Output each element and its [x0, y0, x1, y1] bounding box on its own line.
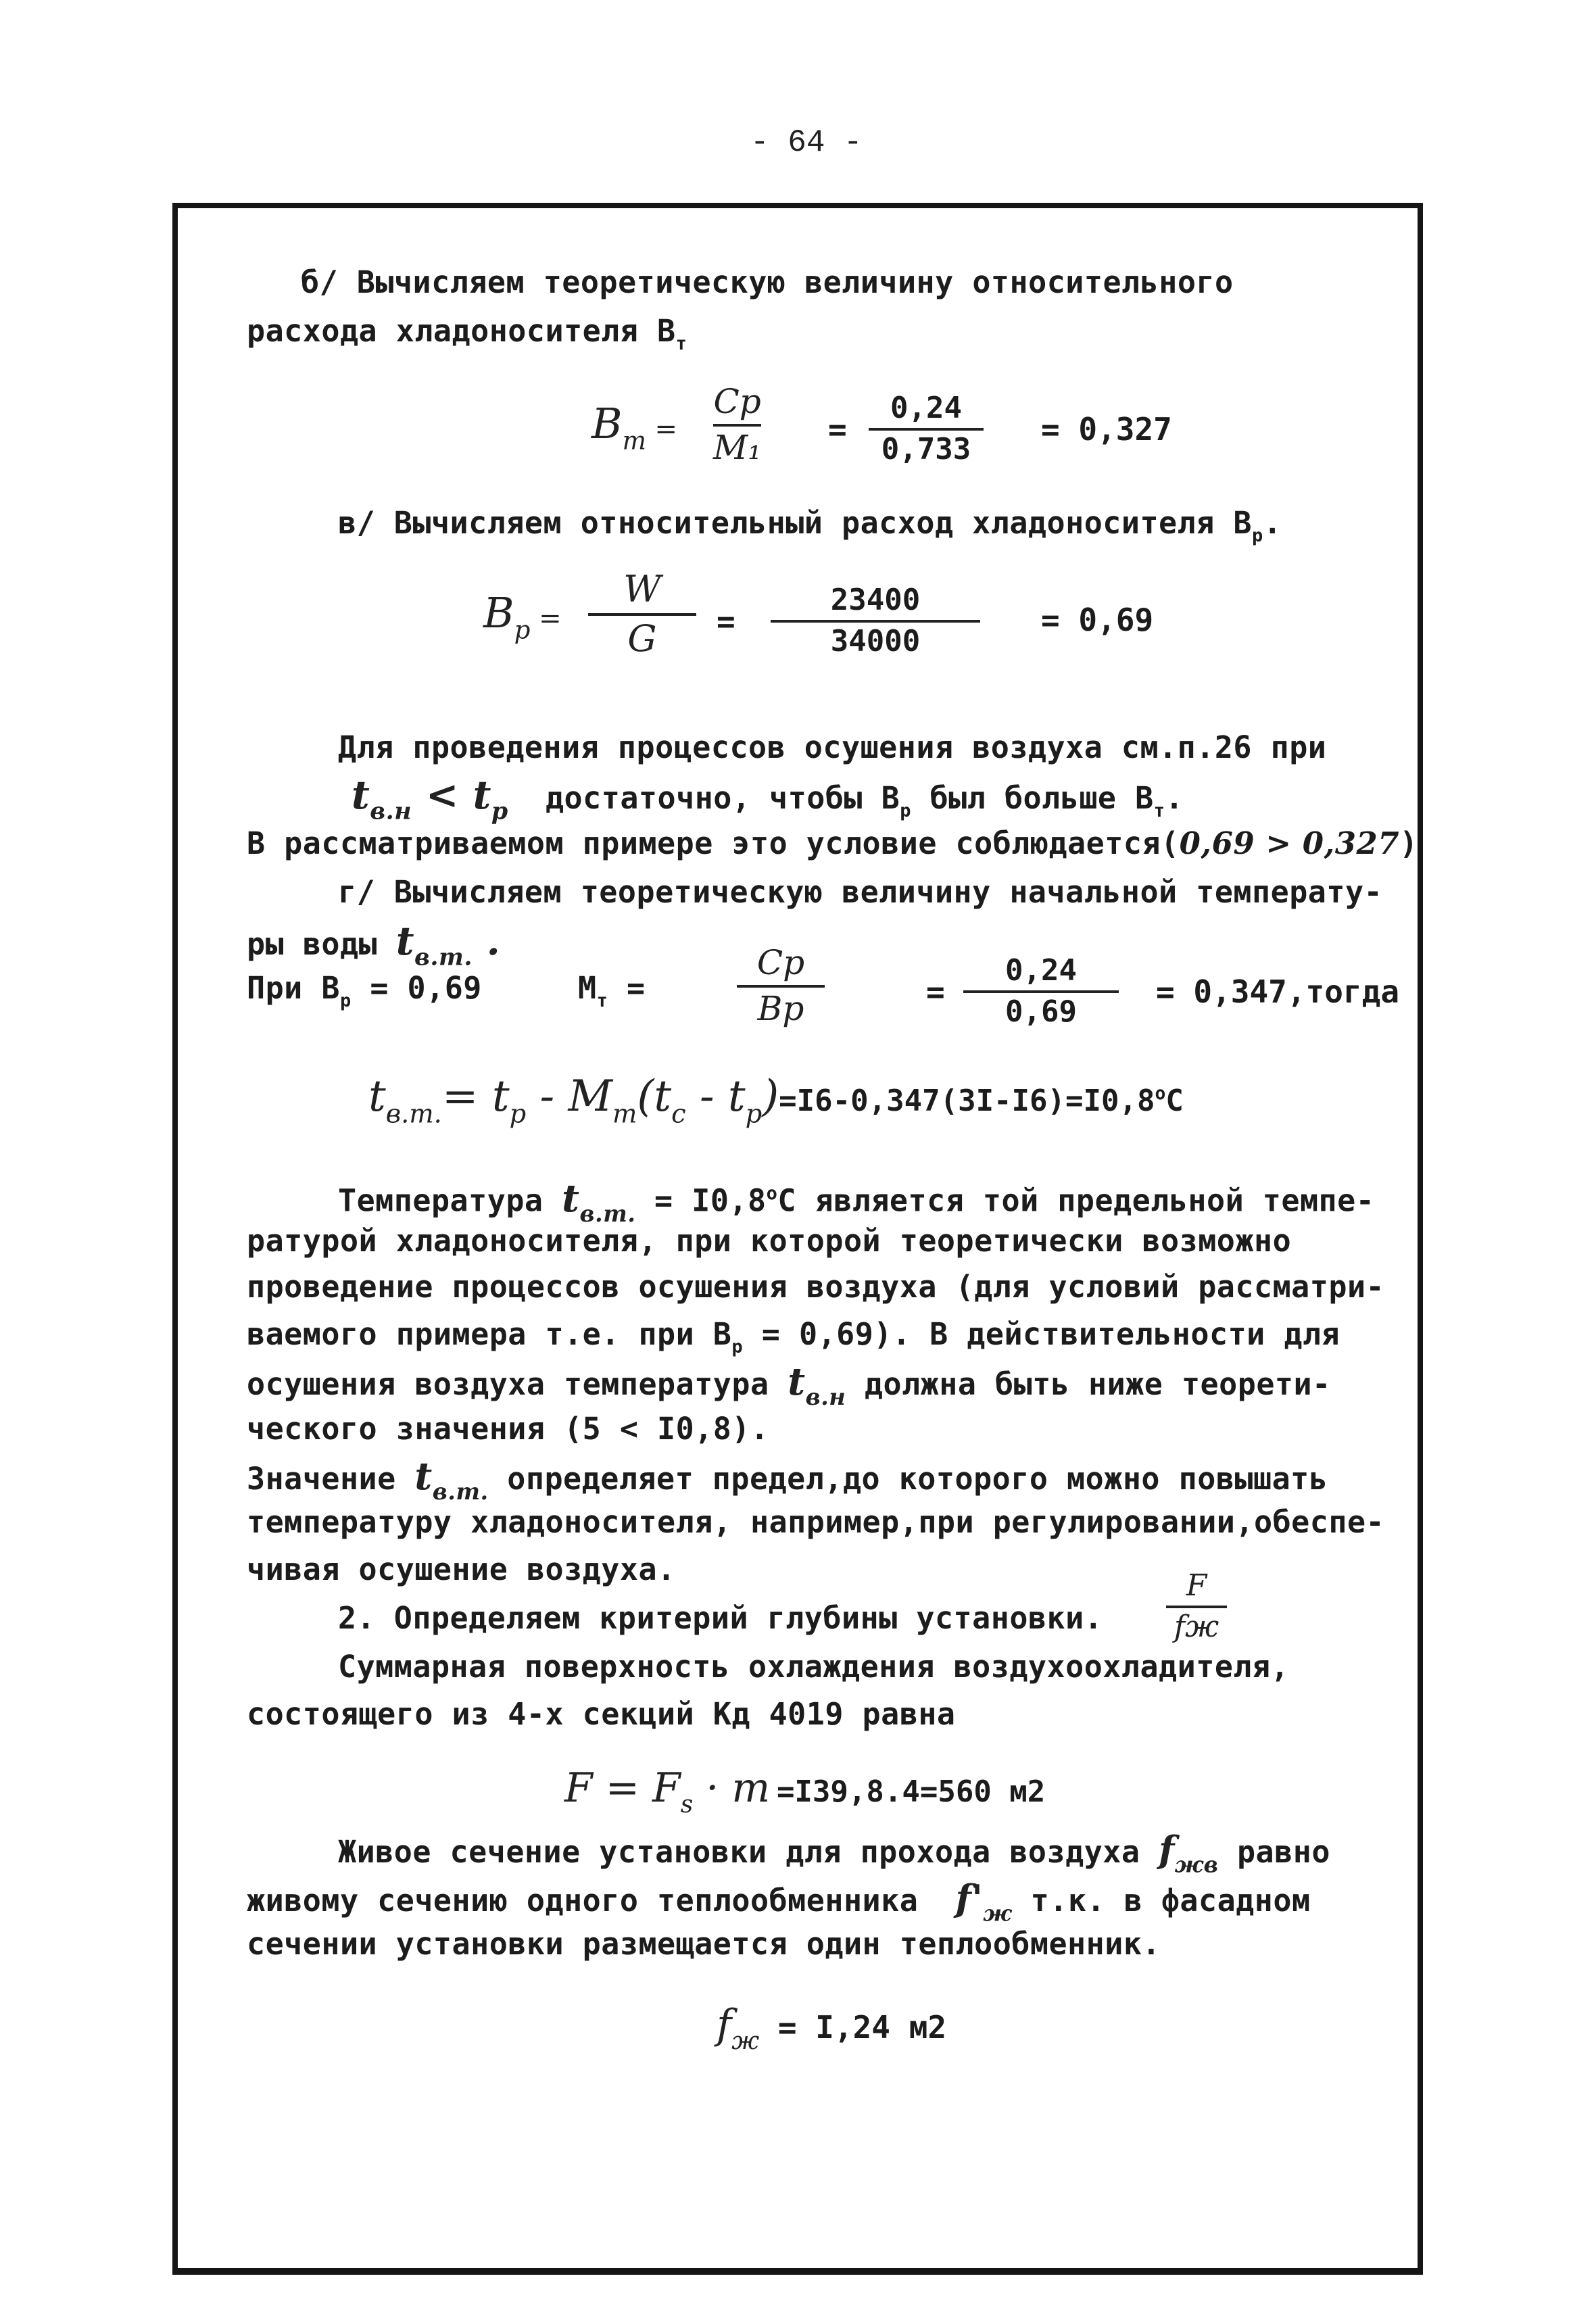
condition-line3: [247, 826, 1418, 861]
section-g-frac1-den: Bp: [757, 989, 804, 1028]
section-2-line5-b: т.к. в фасадном: [1012, 1883, 1311, 1919]
formula-tvt-hand: [368, 1071, 779, 1130]
condition-line3-end: ): [1399, 825, 1418, 861]
formula-bt-frac1-den: M₁: [713, 428, 762, 467]
formula-fzh-hand-f: f: [717, 2001, 732, 2048]
section-v-line1-end: .: [1263, 505, 1282, 541]
section-g-eq: =: [926, 973, 945, 1010]
temp-line8: температуру хладоносителя, например,при регулировании,обеспе-: [247, 1504, 1385, 1540]
temp-line4: [247, 1317, 1340, 1365]
section-2-line2: Суммарная поверхность охлаждения воздухоохладителя,: [338, 1649, 1290, 1685]
temp-line3: проведение процессов осушения воздуха (для условий рассматри-: [247, 1269, 1385, 1305]
section-g-frac1: [737, 943, 825, 1028]
section-2-line4-b: равно: [1218, 1834, 1330, 1870]
formula-tvt-hand-sub4: c: [671, 1099, 686, 1130]
temp-line5-b: должна быть ниже теорети-: [846, 1366, 1331, 1402]
section-2-line4-hand-f: f: [1159, 1828, 1175, 1871]
condition-line2-hand-t: t: [352, 772, 370, 818]
section-g-m: [578, 971, 646, 1019]
formula-bt-frac2: [869, 391, 984, 466]
formula-bt-eq: =: [828, 411, 847, 448]
formula-tvt-hand-sub5: p: [745, 1099, 763, 1130]
section-2-line6: сечении установки размещается один теплообменник.: [247, 1926, 1161, 1962]
temp-line1-hand-t: t: [562, 1176, 580, 1221]
section-g-pri: [247, 971, 482, 1019]
condition-line3-hand: 0,69 > 0,327: [1179, 825, 1400, 861]
condition-line2-sub2: т: [1153, 800, 1165, 822]
section-g-line2-hand-sub: в.т.: [414, 943, 473, 971]
formula-bp-frac1: [588, 568, 696, 660]
section-g-pri-text: При В: [247, 970, 340, 1006]
condition-line2-hand-sub2: p: [491, 797, 508, 825]
temp-line9: чивая осушение воздуха.: [247, 1551, 676, 1587]
formula-bp-sub: p: [514, 614, 531, 645]
temp-line5-hand-t: t: [788, 1359, 806, 1404]
temp-line1-c: С является той предельной темпе-: [777, 1182, 1375, 1219]
temp-line1-b: = I0,8: [635, 1182, 767, 1219]
formula-tvt-hand-t: t: [368, 1071, 386, 1121]
formula-bt-frac1-num: Cp: [713, 382, 761, 421]
section-2-line3: состоящего из 4-х секций Кд 4019 равна: [247, 1696, 956, 1732]
formula-tvt-unit: С: [1165, 1084, 1184, 1118]
section-2-line1: 2. Определяем критерий глубины установки.: [338, 1600, 1103, 1636]
formula-tvt-hand-rest: = t: [441, 1071, 510, 1121]
condition-line2-end: .: [1165, 780, 1184, 816]
section-2-line4: [338, 1828, 1330, 1883]
condition-line1: Для проведения процессов осушения воздуха см.п.26 при: [338, 729, 1327, 765]
section-g-frac1-num: Cp: [756, 943, 805, 982]
condition-line2: [352, 772, 1184, 829]
formula-bp-frac2: [771, 583, 980, 658]
temp-line1-hand: [562, 1176, 636, 1227]
section-g-line2-text: ры воды: [247, 926, 378, 962]
section-b-line2-text: расхода хладоносителя В: [247, 313, 676, 349]
temp-line5-hand: [788, 1359, 846, 1411]
formula-bt-result: = 0,327: [1041, 411, 1172, 448]
section-g-line2-hand-t: t: [395, 918, 415, 964]
condition-line2-text2: был больше В: [911, 780, 1154, 816]
formula-tvt-hand-sub3: т: [612, 1099, 637, 1130]
formula-fzh-hand-sub: ж: [731, 2027, 760, 2056]
formula-bt-frac2-num: 0,24: [890, 391, 962, 425]
section-g-frac2: [963, 953, 1119, 1029]
formula-bp-frac1-den: G: [627, 617, 657, 660]
formula-fzh-hand: [717, 2001, 760, 2056]
formula-tvt-deg: о: [1155, 1082, 1166, 1104]
section-g-line2: [247, 918, 501, 975]
section-2-line4-hand-sub: жв: [1174, 1852, 1219, 1878]
condition-line2-hand-sub: в.н: [370, 797, 412, 825]
formula-bp-result: = 0,69: [1041, 602, 1154, 638]
temp-line5: [247, 1359, 1331, 1414]
formula-tvt: [368, 1071, 1184, 1129]
section-g-pri-val: = 0,69: [351, 970, 482, 1006]
section-v-line1-text: в/ Вычисляем относительный расход хладоносителя В: [338, 505, 1253, 541]
section-2-frac: [1166, 1568, 1227, 1644]
temp-line4-b: = 0,69). В действительности для: [743, 1316, 1340, 1352]
section-g-line2-end: .: [472, 918, 501, 964]
section-g-line2-hand: [395, 918, 501, 971]
temp-line2: ратурой хладоносителя, при которой теоретически возможно: [247, 1223, 1292, 1259]
condition-line2-sub: р: [900, 800, 911, 822]
formula-bp-lhs: $B_p$ =: [483, 588, 562, 645]
formula-fzh-val: = I,24 м2: [759, 2009, 947, 2046]
temp-line7: [247, 1454, 1328, 1509]
section-2-line5-hand: [955, 1877, 1013, 1927]
temp-line1-hand-sub: в.т.: [579, 1199, 636, 1227]
formula-tvt-hand-rest5: ): [762, 1071, 779, 1121]
temp-line5-a: осушения воздуха температура: [247, 1366, 769, 1402]
formula-tvt-hand-sub: в.т.: [385, 1099, 442, 1130]
section-g-result: = 0,347,тогда: [1156, 973, 1400, 1010]
formula-bt-lhs: $B_т$ =: [591, 399, 678, 456]
formula-bp-symbol: B: [483, 588, 514, 637]
formula-f-calc: =I39,8.4=560 м2: [776, 1775, 1046, 1809]
condition-line3-text: В рассматриваемом примере это условие соблюдается(: [247, 825, 1180, 861]
page-number: - 64 -: [750, 125, 863, 160]
formula-bt-symbol: B: [591, 399, 623, 448]
section-2-line5-hand-sub: ж: [983, 1900, 1013, 1927]
condition-line2-text: достаточно, чтобы В: [545, 780, 900, 816]
formula-f-hand-f: F = F: [564, 1764, 681, 1812]
formula-tvt-hand-rest2: - M: [526, 1071, 612, 1121]
section-g-m-label: М: [578, 970, 597, 1006]
section-g-frac2-num: 0,24: [1005, 953, 1077, 988]
formula-bp-frac2-den: 34000: [830, 624, 921, 658]
section-2-frac-num: F: [1186, 1568, 1207, 1603]
temp-line7-hand: [414, 1454, 489, 1505]
section-b-line2-sub: т: [675, 333, 687, 355]
temp-line4-sub: р: [731, 1336, 744, 1358]
temp-line7-hand-t: t: [414, 1454, 433, 1499]
temp-line7-b: определяет предел,до которого можно повышать: [488, 1461, 1328, 1497]
formula-fzh: [717, 2001, 946, 2055]
temp-line4-a: ваемого примера т.е. при В: [247, 1316, 732, 1352]
formula-bt-frac1: [713, 382, 761, 467]
formula-f-hand-sub: s: [680, 1791, 694, 1819]
section-v-line1: [338, 506, 1282, 554]
formula-f-hand: [564, 1764, 771, 1819]
temp-line7-hand-sub: в.т.: [432, 1478, 489, 1505]
formula-f: [564, 1764, 1045, 1818]
section-2-frac-den: fж: [1174, 1610, 1219, 1644]
section-2-line5-hand-f: f': [955, 1877, 984, 1920]
temp-line7-a: Значение: [247, 1461, 396, 1497]
section-g-frac2-den: 0,69: [1005, 994, 1077, 1029]
section-g-pri-sub: р: [339, 990, 352, 1012]
formula-bt-frac2-den: 0,733: [881, 432, 971, 466]
formula-bt-sub: т: [622, 425, 646, 456]
section-g-line1: г/ Вычисляем теоретическую величину начальной температу-: [338, 874, 1383, 910]
section-2-line4-hand: [1159, 1828, 1219, 1878]
formula-tvt-hand-rest4: - t: [685, 1071, 746, 1121]
section-b-line1: б/ Вычисляем теоретическую величину относительного: [301, 264, 1234, 300]
temp-line5-hand-sub: в.н: [805, 1383, 846, 1411]
section-g-m-sub: т: [596, 990, 608, 1012]
formula-tvt-hand-rest3: (t: [637, 1071, 672, 1121]
formula-bp-frac2-num: 23400: [830, 583, 921, 617]
temp-line6: ческого значения (5 < I0,8).: [247, 1411, 769, 1447]
section-2-line5: [247, 1877, 1311, 1931]
temp-line1-deg: о: [766, 1183, 778, 1204]
condition-line2-hand: [352, 772, 508, 825]
formula-tvt-calc-text: =I6-0,347(3I-I6)=I0,8: [779, 1084, 1155, 1118]
section-g-m-eq: =: [608, 970, 646, 1006]
condition-line2-hand-rel: < t: [412, 772, 491, 818]
formula-bp-frac1-num: W: [623, 568, 661, 610]
section-b-line2: [247, 314, 687, 362]
temp-line1-a: Температура: [338, 1182, 543, 1219]
section-v-line1-sub: р: [1252, 525, 1263, 547]
section-2-line4-a: Живое сечение установки для прохода воздуха: [338, 1834, 1140, 1870]
formula-f-hand-rest: · m: [693, 1764, 771, 1812]
formula-bp-eq: =: [717, 603, 735, 640]
formula-tvt-calc: [779, 1084, 1184, 1118]
section-2-line5-a: живому сечению одного теплообменника: [247, 1883, 919, 1919]
formula-tvt-hand-sub2: p: [509, 1099, 527, 1130]
